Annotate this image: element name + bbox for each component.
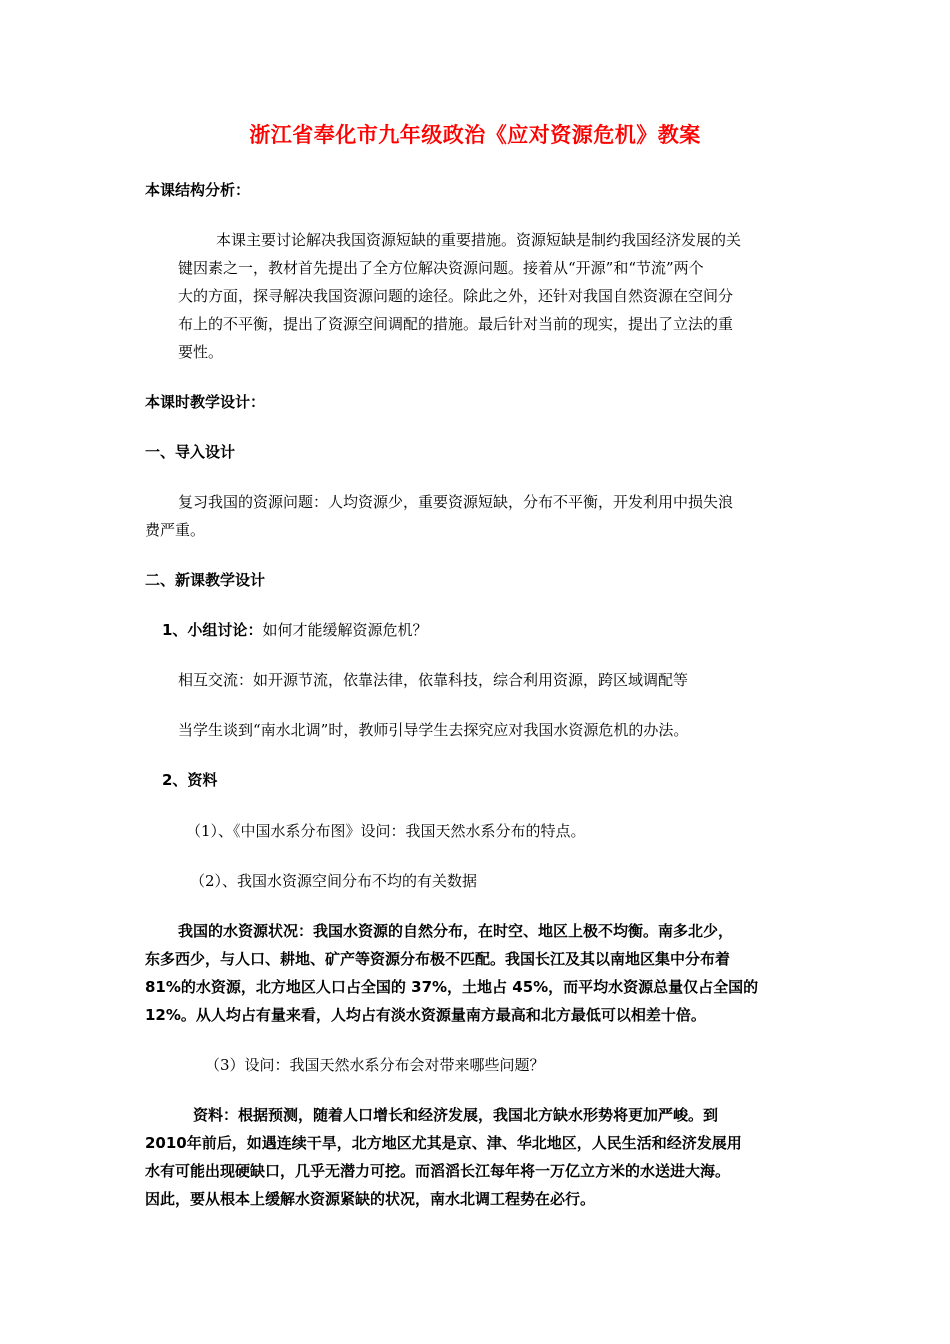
material-line: 水有可能出现硬缺口，几乎无潜力可挖。而滔滔长江每年将一万亿立方米的水送进大海。: [145, 1162, 731, 1180]
material-line: 2010年前后，如遇连续干旱，北方地区尤其是京、津、华北地区，人民生活和经济发展用: [145, 1134, 742, 1152]
water-status-line: 东多西少，与人口、耕地、矿产等资源分布极不匹配。我国长江及其以南地区集中分布着: [145, 950, 731, 968]
structure-line: 布上的不平衡，提出了资源空间调配的措施。最后针对当前的现实，提出了立法的重: [178, 315, 734, 333]
sub-item-1: （1）、《中国水系分布图》设问：我国天然水系分布的特点。: [186, 822, 586, 840]
design-heading: 本课时教学设计：: [145, 393, 266, 411]
water-status-line: 12%。从人均占有量来看，人均占有淡水资源量南方最高和北方最低可以相差十倍。: [145, 1006, 706, 1024]
structure-line: 键因素之一，教材首先提出了全方位解决资源问题。接着从“开源”和“节流”两个: [178, 259, 704, 277]
intro-line: 费严重。: [145, 521, 206, 539]
guide-text: 当学生谈到“南水北调”时，教师引导学生去探究应对我国水资源危机的办法。: [178, 721, 689, 739]
item1: [162, 619, 427, 640]
newlesson-heading: 二、新课教学设计: [145, 571, 266, 589]
water-status-line: 我国的水资源状况：我国水资源的自然分布，在时空、地区上极不均衡。南多北少，: [178, 922, 734, 940]
item2-label: 2、资料: [162, 771, 218, 789]
sub-item-2: （2）、我国水资源空间分布不均的有关数据: [190, 872, 478, 890]
exchange-text: 相互交流：如开源节流，依靠法律，依靠科技，综合利用资源，跨区域调配等: [178, 671, 689, 689]
intro-line: 复习我国的资源问题：人均资源少，重要资源短缺，分布不平衡，开发利用中损失浪: [178, 493, 734, 511]
material-line: 资料：根据预测，随着人口增长和经济发展，我国北方缺水形势将更加严峻。到: [193, 1106, 719, 1124]
intro-heading: 一、导入设计: [145, 443, 236, 461]
structure-line: 本课主要讨论解决我国资源短缺的重要措施。资源短缺是制约我国经济发展的关: [216, 231, 742, 249]
structure-line: 大的方面，探寻解决我国资源问题的途径。除此之外，还针对我国自然资源在空间分: [178, 287, 734, 305]
structure-line: 要性。: [178, 343, 224, 361]
document-title: 浙江省奉化市九年级政治《应对资源危机》教案: [249, 123, 701, 147]
material-line: 因此，要从根本上缓解水资源紧缺的状况，南水北调工程势在必行。: [145, 1190, 596, 1208]
sub-item-3: （3）设问：我国天然水系分布会对带来哪些问题？: [205, 1056, 545, 1074]
item1-text: 如何才能缓解资源危机？: [262, 621, 428, 639]
item1-label: 1、小组讨论：: [162, 621, 263, 639]
water-status-line: 81%的水资源，北方地区人口占全国的 37%，土地占 45%，而平均水资源总量仅占全国的: [145, 978, 759, 996]
structure-heading: 本课结构分析：: [145, 181, 251, 199]
